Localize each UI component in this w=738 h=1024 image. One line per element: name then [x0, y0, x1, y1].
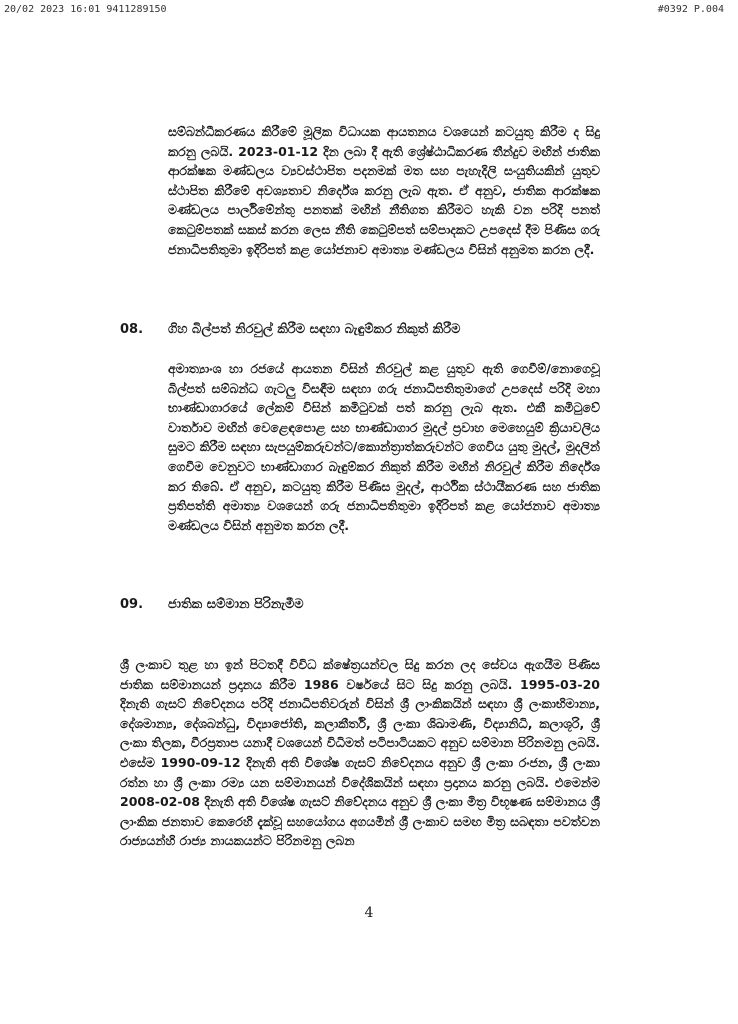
- fax-header-right: #0392 P.004: [657, 4, 724, 15]
- section-09-body: ශ්‍රී ලංකාව තුළ හා ඉන් පිටතදී විවිධ ක්ෂේත්‍රයන්වල සිදු කරන ලද සේවය ඇගයීම පිණිස ජාතික සම්මානයන් ප්‍රදානය කිරීම 1986 වර්ෂයේ සිට සිදු කරනු ලබයි. 1995-03-20 දිනැති ගැසට් නිවේදනය පරිදි ජනාධිපතිවරුන් විසින් ශ්‍රී ලාංකිකයින් සඳහා ශ්‍රී ලංකාභිමාන්‍ය, දේශමාන්‍ය, දේශබන්ධු, විද්‍යාජෝති, කලාකීර්ති, ශ්‍රී ලංකා ශිඛාමණි, විද්‍යානිධි, කලාශූරි, ශ්‍රී ලංකා තිලක, වීරප්‍රතාප යනාදී වශයෙන් විධිමත් පටිපාටියකට අනුව සම්මාන පිරිනමනු ලබයි. එසේම 1990-09-12 දිනැති අති විශේෂ ගැසට් නිවේදනය අනුව ශ්‍රී ලංකා රංජන, ශ්‍රී ලංකා රත්න හා ශ්‍රී ලංකා රම්‍ය යන සම්මානයන් විදේශිකයින් සඳහා ප්‍රදානය කරනු ලබයි. එමෙන්ම 2008-02-08 දිනැති අති විශේෂ ගැසට් නිවේදනය අනුව ශ්‍රී ලංකා මිත්‍ර විභූෂණ සම්මානය ශ්‍රී ලාංකික ජනතාව කෙරෙහි දැක්වූ සහයෝගය අගයමින් ශ්‍රී ලංකාව සමඟ මිත්‍ර සබඳතා පවත්වන රාජ්‍යයන්හි රාජ්‍ය නායකයන්ට පිරිනමනු ලබන: [120, 657, 600, 849]
- continuation-paragraph: සම්බන්ධීකරණය කිරීමේ මූලික විධායක ආයතනය වශයෙන් කටයුතු කිරීම ද සිදු කරනු ලබයි. 2023-01-12 දින ලබා දී ඇති ශ්‍රේෂ්ඨාධිකරණ තීන්දුව මඟින් ජාතික ආරක්ෂක මණ්ඩලය ව්‍යවස්ථාපිත පදනමක් මත සහ පැහැදිලි සංයුතියකින් යුතුව ස්ථාපිත කිරීමේ අවශ්‍යතාව නිර්දේශ කරනු ලැබ ඇත. ඒ අනුව, ජාතික ආරක්ෂක මණ්ඩලය පාර්ලිමේන්තු පනතක් මඟින් නීතිගත කිරීමට හැකි වන පරිදි පනත් කෙටුම්පතක් සකස් කරන ලෙස නීති කෙටුම්පත් සම්පාදකට උපදෙස් දීම පිණිස ගරු ජනාධිපතිතුමා ඉදිරිපත් කළ යෝජනාව අමාත්‍ය මණ්ඩලය විසින් අනුමත කරන ලදී.: [168, 124, 600, 257]
- section-09-number: 09.: [120, 597, 144, 612]
- section-08-body: අමාත්‍යාංශ හා රජයේ ආයතන විසින් නිරවුල් කළ යුතුව ඇති ගෙවීම්/නොගෙවූ බිල්පත් සම්බන්ධ ගැටලු විසඳීම සඳහා ගරු ජනාධිපතිතුමාගේ උපදෙස් පරිදි මහා භාණ්ඩාගාරයේ ලේකම් විසින් කමිටුවක් පත් කරනු ලැබ ඇත. එකී කමිටුවේ වාර්තාව මඟින් වෙළෙඳපොළ සහ භාණ්ඩාගාර මුදල් ප්‍රවාහ මෙහෙයුම් ක්‍රියාවලිය සුමට කිරීම සඳහා සැපයුම්කරුවන්ට/කොන්ත්‍රාත්කරුවන්ට ගෙවිය යුතු මුදල්, මුදලින් ගෙවීම වෙනුවට භාණ්ඩාගාර බැඳුම්කර නිකුත් කිරීම මඟින් නිරවුල් කිරීම නිර්දේශ කර තිබේ. ඒ අනුව, කටයුතු කිරීම පිණිස මුදල්, ආර්ථික ස්ථායීකරණ සහ ජාතික ප්‍රතිපත්ති අමාත්‍ය වශයෙන් ගරු ජනාධිපතිතුමා ඉදිරිපත් කළ යෝජනාව අමාත්‍ය මණ්ඩලය විසින් අනුමත කරන ලදී.: [168, 361, 600, 533]
- section-09-heading: [120, 595, 600, 615]
- section-08-number: 08.: [120, 322, 144, 337]
- section-08-title: ගිහ බිල්පත් නිරවුල් කිරීම සඳහා බැඳුම්කර නිකුත් කිරීම: [168, 322, 461, 337]
- section-08-heading: [120, 320, 600, 340]
- page-number: 4: [364, 905, 374, 921]
- section-09-title: ජාතික සම්මාන පිරිනැමීම: [168, 597, 304, 612]
- fax-header-left: 20/02 2023 16:01 9411289150: [4, 4, 167, 15]
